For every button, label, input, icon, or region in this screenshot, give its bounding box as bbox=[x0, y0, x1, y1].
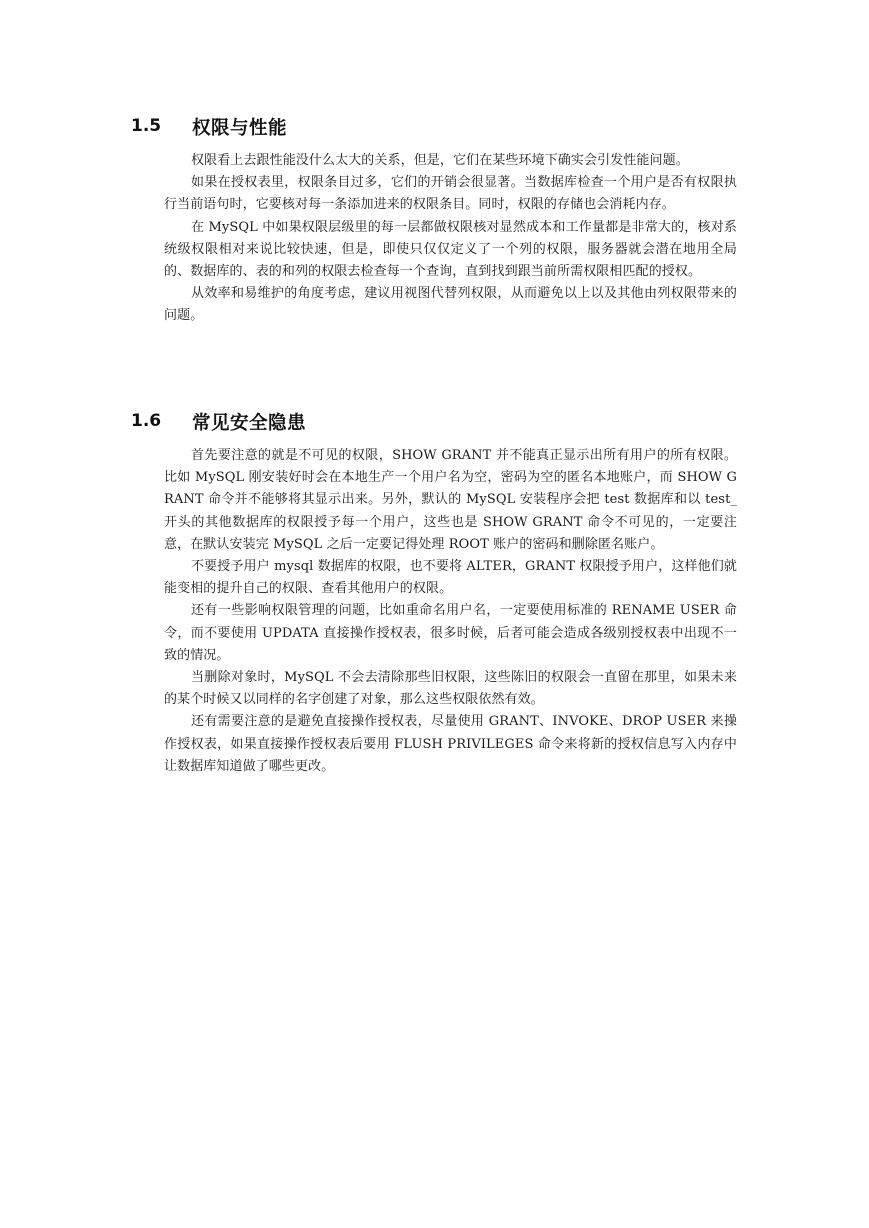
section-heading bbox=[0, 409, 869, 439]
section-heading bbox=[0, 114, 869, 144]
paragraph: 在 MySQL 中如果权限层级里的每一层都做权限核对显然成本和工作量都是非常大的，核对系统级权限相对来说比较快速，但是，即使只仅仅定义了一个列的权限，服务器就会潜在地用全局的、数据库的、表的和列的权限去检查每一个查询，直到找到跟当前所需权限相匹配的授权。 bbox=[164, 219, 737, 280]
section-number: 1.6 bbox=[131, 411, 162, 431]
paragraph: 如果在授权表里，权限条目过多，它们的开销会很显著。当数据库检查一个用户是否有权限执行当前语句时，它要核对每一条添加进来的权限条目。同时，权限的存储也会消耗内存。 bbox=[164, 175, 737, 213]
section-1-5 bbox=[0, 114, 869, 328]
paragraph: 不要授予用户 mysql 数据库的权限，也不要将 ALTER，GRANT 权限授予用户，这样他们就能变相的提升自己的权限、查看其他用户的权限。 bbox=[164, 559, 737, 597]
paragraph: 还有需要注意的是避免直接操作授权表，尽量使用 GRANT、INVOKE、DROP USER 来操作授权表，如果直接操作授权表后要用 FLUSH PRIVILEGES 命令来将新的授权信息写入内存中让数据库知道做了哪些更改。 bbox=[164, 714, 737, 774]
paragraph: 当删除对象时，MySQL 不会去清除那些旧权限，这些陈旧的权限会一直留在那里，如果未来的某个时候又以同样的名字创建了对象，那么这些权限依然有效。 bbox=[164, 670, 737, 708]
section-title: 常见安全隐患 bbox=[192, 413, 307, 434]
paragraph: 权限看上去跟性能没什么太大的关系，但是，它们在某些环境下确实会引发性能问题。 bbox=[191, 153, 689, 168]
section-1-6 bbox=[0, 409, 869, 778]
section-number: 1.5 bbox=[131, 116, 162, 136]
section-title: 权限与性能 bbox=[192, 118, 288, 139]
paragraph: 首先要注意的就是不可见的权限，SHOW GRANT 并不能真正显示出所有用户的所有权限。比如 MySQL 刚安装好时会在本地生产一个用户名为空，密码为空的匿名本地账户，而 SHOW GRANT 命令并不能够将其显示出来。另外，默认的 MySQL 安装程序会把 test 数据库和以 test_开头的其他数据库的权限授予每一个用户，这些也是 SHOW GRANT 命令不可见的，一定要注意，在默认安装完 MySQL 之后一定要记得处理 ROOT 账户的密码和删除匿名账户。 bbox=[164, 448, 737, 552]
paragraph: 还有一些影响权限管理的问题，比如重命名用户名，一定要使用标准的 RENAME USER 命令，而不要使用 UPDATA 直接操作授权表，很多时候，后者可能会造成各级别授权表中出现不一致的情况。 bbox=[164, 603, 737, 663]
paragraph: 从效率和易维护的角度考虑，建议用视图代替列权限，从而避免以上以及其他由列权限带来的问题。 bbox=[164, 286, 737, 324]
